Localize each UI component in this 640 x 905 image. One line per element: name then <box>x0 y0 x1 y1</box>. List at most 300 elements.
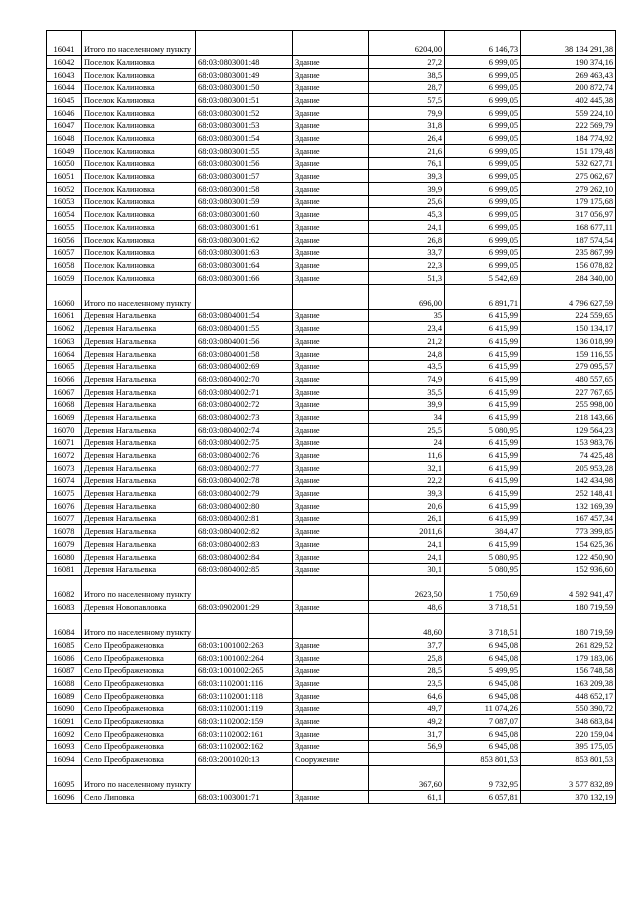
object-type: Здание <box>293 651 369 664</box>
area-value: 32,1 <box>369 462 445 475</box>
specific-value: 6 945,08 <box>445 651 521 664</box>
cadastral-number: 68:03:0803001:66 <box>196 271 293 284</box>
object-type: Здание <box>293 347 369 360</box>
cadastral-value: 163 209,38 <box>521 677 616 690</box>
cadastral-value: 122 450,90 <box>521 550 616 563</box>
row-number: 16054 <box>47 208 82 221</box>
specific-value: 5 499,95 <box>445 664 521 677</box>
cadastral-number <box>196 284 293 309</box>
settlement-name: Поселок Калиновка <box>82 94 196 107</box>
table-row <box>47 56 616 69</box>
area-value: 22,3 <box>369 259 445 272</box>
cadastral-value: 252 148,41 <box>521 487 616 500</box>
cadastral-number: 68:03:0804002:78 <box>196 474 293 487</box>
specific-value: 6 999,05 <box>445 94 521 107</box>
object-type: Здание <box>293 170 369 183</box>
table-row <box>47 157 616 170</box>
table-row <box>47 639 616 652</box>
object-type <box>293 31 369 56</box>
settlement-name: Деревня Нагальевка <box>82 538 196 551</box>
cadastral-number: 68:03:0804002:81 <box>196 512 293 525</box>
area-value: 26,8 <box>369 233 445 246</box>
row-number: 16094 <box>47 753 82 766</box>
row-number: 16050 <box>47 157 82 170</box>
row-number: 16062 <box>47 322 82 335</box>
table-row <box>47 195 616 208</box>
object-type: Здание <box>293 360 369 373</box>
area-value: 34 <box>369 411 445 424</box>
settlement-name: Деревня Нагальевка <box>82 525 196 538</box>
area-value: 2623,50 <box>369 576 445 601</box>
area-value: 49,7 <box>369 702 445 715</box>
object-type: Сооружение <box>293 753 369 766</box>
cadastral-number: 68:03:0804002:73 <box>196 411 293 424</box>
area-value: 21,6 <box>369 145 445 158</box>
cadastral-value: 348 683,84 <box>521 715 616 728</box>
object-type: Здание <box>293 309 369 322</box>
table-row <box>47 183 616 196</box>
object-type: Здание <box>293 740 369 753</box>
table-row <box>47 373 616 386</box>
settlement-name: Итого по населенному пункту <box>82 284 196 309</box>
row-number: 16082 <box>47 576 82 601</box>
area-value: 2011,6 <box>369 525 445 538</box>
row-number: 16051 <box>47 170 82 183</box>
area-value: 48,60 <box>369 614 445 639</box>
cadastral-number: 68:03:0803001:63 <box>196 246 293 259</box>
cadastral-number: 68:03:0803001:54 <box>196 132 293 145</box>
settlement-name: Село Преображеновка <box>82 753 196 766</box>
object-type: Здание <box>293 195 369 208</box>
specific-value: 6 999,05 <box>445 183 521 196</box>
settlement-name: Поселок Калиновка <box>82 208 196 221</box>
object-type: Здание <box>293 132 369 145</box>
row-number: 16089 <box>47 690 82 703</box>
area-value: 696,00 <box>369 284 445 309</box>
settlement-name: Деревня Нагальевка <box>82 474 196 487</box>
table-row <box>47 753 616 766</box>
cadastral-value: 532 627,71 <box>521 157 616 170</box>
cadastral-value: 261 829,52 <box>521 639 616 652</box>
cadastral-value: 275 062,67 <box>521 170 616 183</box>
cadastral-number: 68:03:0803001:60 <box>196 208 293 221</box>
area-value: 26,4 <box>369 132 445 145</box>
cadastral-value: 235 867,99 <box>521 246 616 259</box>
area-value: 24,1 <box>369 221 445 234</box>
cadastral-value: 154 625,36 <box>521 538 616 551</box>
object-type: Здание <box>293 423 369 436</box>
table-row <box>47 538 616 551</box>
cadastral-number: 68:03:0804002:74 <box>196 423 293 436</box>
table-row <box>47 791 616 804</box>
settlement-name: Поселок Калиновка <box>82 119 196 132</box>
cadastral-value: 136 018,99 <box>521 335 616 348</box>
specific-value: 6 415,99 <box>445 538 521 551</box>
object-type: Здание <box>293 474 369 487</box>
settlement-name: Поселок Калиновка <box>82 81 196 94</box>
area-value: 24,1 <box>369 538 445 551</box>
cadastral-number: 68:03:0804002:69 <box>196 360 293 373</box>
cadastral-value: 284 340,00 <box>521 271 616 284</box>
specific-value: 6 057,81 <box>445 791 521 804</box>
specific-value: 384,47 <box>445 525 521 538</box>
cadastral-number: 68:03:0803001:52 <box>196 106 293 119</box>
specific-value: 11 074,26 <box>445 702 521 715</box>
area-value: 79,9 <box>369 106 445 119</box>
specific-value: 6 415,99 <box>445 449 521 462</box>
table-row <box>47 474 616 487</box>
settlement-name: Деревня Новопавловка <box>82 601 196 614</box>
cadastral-number: 68:03:0803001:51 <box>196 94 293 107</box>
table-row <box>47 309 616 322</box>
specific-value: 6 415,99 <box>445 309 521 322</box>
table-row <box>47 322 616 335</box>
table-row <box>47 500 616 513</box>
table-row <box>47 690 616 703</box>
object-type <box>293 766 369 791</box>
cadastral-value: 480 557,65 <box>521 373 616 386</box>
settlement-name: Поселок Калиновка <box>82 233 196 246</box>
cadastral-number: 68:03:0804002:80 <box>196 500 293 513</box>
area-value: 31,8 <box>369 119 445 132</box>
specific-value: 6 415,99 <box>445 512 521 525</box>
settlement-name: Село Преображеновка <box>82 728 196 741</box>
settlement-name: Поселок Калиновка <box>82 157 196 170</box>
settlement-name: Итого по населенному пункту <box>82 31 196 56</box>
table-row <box>47 170 616 183</box>
cadastral-value: 156 078,82 <box>521 259 616 272</box>
row-number: 16095 <box>47 766 82 791</box>
specific-value: 6 415,99 <box>445 385 521 398</box>
specific-value: 6 999,05 <box>445 119 521 132</box>
specific-value: 6 146,73 <box>445 31 521 56</box>
row-number: 16091 <box>47 715 82 728</box>
settlement-name: Поселок Калиновка <box>82 106 196 119</box>
cadastral-number: 68:03:1102001:116 <box>196 677 293 690</box>
row-number: 16074 <box>47 474 82 487</box>
cadastral-value: 227 767,65 <box>521 385 616 398</box>
area-value: 51,3 <box>369 271 445 284</box>
row-number: 16065 <box>47 360 82 373</box>
specific-value: 6 415,99 <box>445 474 521 487</box>
row-number: 16078 <box>47 525 82 538</box>
cadastral-value: 255 998,00 <box>521 398 616 411</box>
object-type: Здание <box>293 436 369 449</box>
settlement-name: Село Липовка <box>82 791 196 804</box>
cadastral-value: 168 677,11 <box>521 221 616 234</box>
cadastral-number: 68:03:1102001:118 <box>196 690 293 703</box>
cadastral-number: 68:03:0804002:75 <box>196 436 293 449</box>
cadastral-number: 68:03:0804001:54 <box>196 309 293 322</box>
cadastral-number: 68:03:0803001:53 <box>196 119 293 132</box>
specific-value: 5 080,95 <box>445 563 521 576</box>
settlement-name: Итого по населенному пункту <box>82 576 196 601</box>
area-value: 39,9 <box>369 183 445 196</box>
area-value: 48,6 <box>369 601 445 614</box>
area-value: 24 <box>369 436 445 449</box>
total-row <box>47 284 616 309</box>
object-type: Здание <box>293 271 369 284</box>
cadastral-number: 68:03:0804001:56 <box>196 335 293 348</box>
area-value: 25,8 <box>369 651 445 664</box>
specific-value: 6 999,05 <box>445 132 521 145</box>
object-type: Здание <box>293 449 369 462</box>
cadastral-value: 448 652,17 <box>521 690 616 703</box>
area-value: 64,6 <box>369 690 445 703</box>
table-row <box>47 259 616 272</box>
row-number: 16055 <box>47 221 82 234</box>
object-type: Здание <box>293 639 369 652</box>
object-type: Здание <box>293 335 369 348</box>
settlement-name: Поселок Калиновка <box>82 195 196 208</box>
row-number: 16058 <box>47 259 82 272</box>
cadastral-number: 68:03:1102002:159 <box>196 715 293 728</box>
table-row <box>47 271 616 284</box>
area-value: 35 <box>369 309 445 322</box>
area-value: 31,7 <box>369 728 445 741</box>
specific-value: 6 891,71 <box>445 284 521 309</box>
specific-value: 6 999,05 <box>445 106 521 119</box>
row-number: 16064 <box>47 347 82 360</box>
cadastral-value: 179 183,06 <box>521 651 616 664</box>
object-type: Здание <box>293 385 369 398</box>
table-row <box>47 94 616 107</box>
area-value: 76,1 <box>369 157 445 170</box>
specific-value: 6 415,99 <box>445 500 521 513</box>
object-type: Здание <box>293 259 369 272</box>
object-type: Здание <box>293 677 369 690</box>
row-number: 16042 <box>47 56 82 69</box>
cadastral-number: 68:03:0902001:29 <box>196 601 293 614</box>
cadastral-number <box>196 576 293 601</box>
table-body <box>47 31 616 804</box>
object-type: Здание <box>293 702 369 715</box>
cadastral-value: 4 796 627,59 <box>521 284 616 309</box>
area-value: 57,5 <box>369 94 445 107</box>
cadastral-value: 200 872,74 <box>521 81 616 94</box>
object-type: Здание <box>293 550 369 563</box>
cadastral-value: 279 095,57 <box>521 360 616 373</box>
row-number: 16049 <box>47 145 82 158</box>
area-value: 26,1 <box>369 512 445 525</box>
object-type <box>293 576 369 601</box>
object-type: Здание <box>293 715 369 728</box>
specific-value: 6 945,08 <box>445 740 521 753</box>
object-type: Здание <box>293 487 369 500</box>
area-value: 11,6 <box>369 449 445 462</box>
cadastral-value: 38 134 291,38 <box>521 31 616 56</box>
table-row <box>47 525 616 538</box>
row-number: 16061 <box>47 309 82 322</box>
object-type: Здание <box>293 728 369 741</box>
settlement-name: Деревня Нагальевка <box>82 385 196 398</box>
cadastral-value: 152 936,60 <box>521 563 616 576</box>
area-value: 37,7 <box>369 639 445 652</box>
area-value: 43,5 <box>369 360 445 373</box>
table-row <box>47 702 616 715</box>
cadastral-value: 773 399,85 <box>521 525 616 538</box>
settlement-name: Деревня Нагальевка <box>82 563 196 576</box>
cadastral-value: 142 434,98 <box>521 474 616 487</box>
total-row <box>47 614 616 639</box>
cadastral-number: 68:03:0803001:62 <box>196 233 293 246</box>
total-row <box>47 31 616 56</box>
object-type: Здание <box>293 221 369 234</box>
specific-value: 5 080,95 <box>445 550 521 563</box>
row-number: 16047 <box>47 119 82 132</box>
row-number: 16083 <box>47 601 82 614</box>
table-row <box>47 385 616 398</box>
settlement-name: Деревня Нагальевка <box>82 309 196 322</box>
area-value: 56,9 <box>369 740 445 753</box>
object-type: Здание <box>293 512 369 525</box>
settlement-name: Село Преображеновка <box>82 651 196 664</box>
table-row <box>47 423 616 436</box>
cadastral-value: 179 175,68 <box>521 195 616 208</box>
row-number: 16070 <box>47 423 82 436</box>
row-number: 16057 <box>47 246 82 259</box>
cadastral-number: 68:03:0803001:55 <box>196 145 293 158</box>
table-row <box>47 398 616 411</box>
table-row <box>47 601 616 614</box>
row-number: 16086 <box>47 651 82 664</box>
area-value: 61,1 <box>369 791 445 804</box>
cadastral-number: 68:03:0804002:83 <box>196 538 293 551</box>
row-number: 16079 <box>47 538 82 551</box>
settlement-name: Деревня Нагальевка <box>82 462 196 475</box>
cadastral-number: 68:03:1001002:265 <box>196 664 293 677</box>
settlement-name: Деревня Нагальевка <box>82 347 196 360</box>
row-number: 16056 <box>47 233 82 246</box>
row-number: 16084 <box>47 614 82 639</box>
settlement-name: Деревня Нагальевка <box>82 335 196 348</box>
object-type: Здание <box>293 462 369 475</box>
specific-value: 6 415,99 <box>445 322 521 335</box>
table-row <box>47 664 616 677</box>
specific-value: 853 801,53 <box>445 753 521 766</box>
row-number: 16081 <box>47 563 82 576</box>
cadastral-value: 224 559,65 <box>521 309 616 322</box>
specific-value: 6 999,05 <box>445 81 521 94</box>
area-value: 24,1 <box>369 550 445 563</box>
settlement-name: Деревня Нагальевка <box>82 373 196 386</box>
cadastral-value: 150 134,17 <box>521 322 616 335</box>
area-value: 39,3 <box>369 487 445 500</box>
cadastral-number: 68:03:1102001:119 <box>196 702 293 715</box>
specific-value: 3 718,51 <box>445 614 521 639</box>
row-number: 16093 <box>47 740 82 753</box>
settlement-name: Поселок Калиновка <box>82 68 196 81</box>
area-value: 25,6 <box>369 195 445 208</box>
specific-value: 6 999,05 <box>445 259 521 272</box>
row-number: 16043 <box>47 68 82 81</box>
cadastral-number: 68:03:0804002:85 <box>196 563 293 576</box>
object-type: Здание <box>293 94 369 107</box>
specific-value: 6 415,99 <box>445 360 521 373</box>
table-row <box>47 233 616 246</box>
specific-value: 6 999,05 <box>445 233 521 246</box>
table-row <box>47 246 616 259</box>
table-row <box>47 221 616 234</box>
cadastral-value: 184 774,92 <box>521 132 616 145</box>
settlement-name: Поселок Калиновка <box>82 259 196 272</box>
table-row <box>47 335 616 348</box>
object-type: Здание <box>293 183 369 196</box>
row-number: 16044 <box>47 81 82 94</box>
specific-value: 6 945,08 <box>445 677 521 690</box>
table-row <box>47 411 616 424</box>
cadastral-value: 153 983,76 <box>521 436 616 449</box>
row-number: 16067 <box>47 385 82 398</box>
cadastral-number: 68:03:0803001:58 <box>196 183 293 196</box>
row-number: 16077 <box>47 512 82 525</box>
settlement-name: Деревня Нагальевка <box>82 550 196 563</box>
settlement-name: Село Преображеновка <box>82 702 196 715</box>
area-value: 27,2 <box>369 56 445 69</box>
row-number: 16052 <box>47 183 82 196</box>
cadastral-value: 159 116,55 <box>521 347 616 360</box>
row-number: 16066 <box>47 373 82 386</box>
settlement-name: Село Преображеновка <box>82 664 196 677</box>
object-type: Здание <box>293 601 369 614</box>
specific-value: 6 999,05 <box>445 68 521 81</box>
cadastral-number <box>196 766 293 791</box>
area-value: 28,7 <box>369 81 445 94</box>
total-row <box>47 766 616 791</box>
cadastral-number: 68:03:0804002:82 <box>196 525 293 538</box>
cadastral-value: 132 169,39 <box>521 500 616 513</box>
cadastral-value: 317 056,97 <box>521 208 616 221</box>
cadastral-value: 151 179,48 <box>521 145 616 158</box>
area-value: 6204,00 <box>369 31 445 56</box>
object-type: Здание <box>293 106 369 119</box>
object-type: Здание <box>293 322 369 335</box>
row-number: 16090 <box>47 702 82 715</box>
cadastral-number: 68:03:1001002:264 <box>196 651 293 664</box>
cadastral-number <box>196 614 293 639</box>
cadastral-number: 68:03:0804002:79 <box>196 487 293 500</box>
settlement-name: Поселок Калиновка <box>82 246 196 259</box>
object-type: Здание <box>293 411 369 424</box>
row-number: 16045 <box>47 94 82 107</box>
area-value <box>369 753 445 766</box>
row-number: 16087 <box>47 664 82 677</box>
settlement-name: Поселок Калиновка <box>82 271 196 284</box>
object-type: Здание <box>293 246 369 259</box>
cadastral-number <box>196 31 293 56</box>
object-type: Здание <box>293 398 369 411</box>
cadastral-value: 180 719,59 <box>521 601 616 614</box>
table-row <box>47 487 616 500</box>
specific-value: 6 999,05 <box>445 208 521 221</box>
cadastral-number: 68:03:0804002:77 <box>196 462 293 475</box>
specific-value: 6 415,99 <box>445 347 521 360</box>
table-row <box>47 651 616 664</box>
settlement-name: Деревня Нагальевка <box>82 512 196 525</box>
object-type: Здание <box>293 563 369 576</box>
specific-value: 6 945,08 <box>445 728 521 741</box>
cadastral-number: 68:03:0804001:58 <box>196 347 293 360</box>
cadastral-value: 222 569,79 <box>521 119 616 132</box>
area-value: 45,3 <box>369 208 445 221</box>
cadastral-number: 68:03:0803001:48 <box>196 56 293 69</box>
settlement-name: Поселок Калиновка <box>82 221 196 234</box>
cadastral-value: 74 425,48 <box>521 449 616 462</box>
row-number: 16072 <box>47 449 82 462</box>
cadastral-value: 190 374,16 <box>521 56 616 69</box>
area-value: 33,7 <box>369 246 445 259</box>
table-row <box>47 119 616 132</box>
